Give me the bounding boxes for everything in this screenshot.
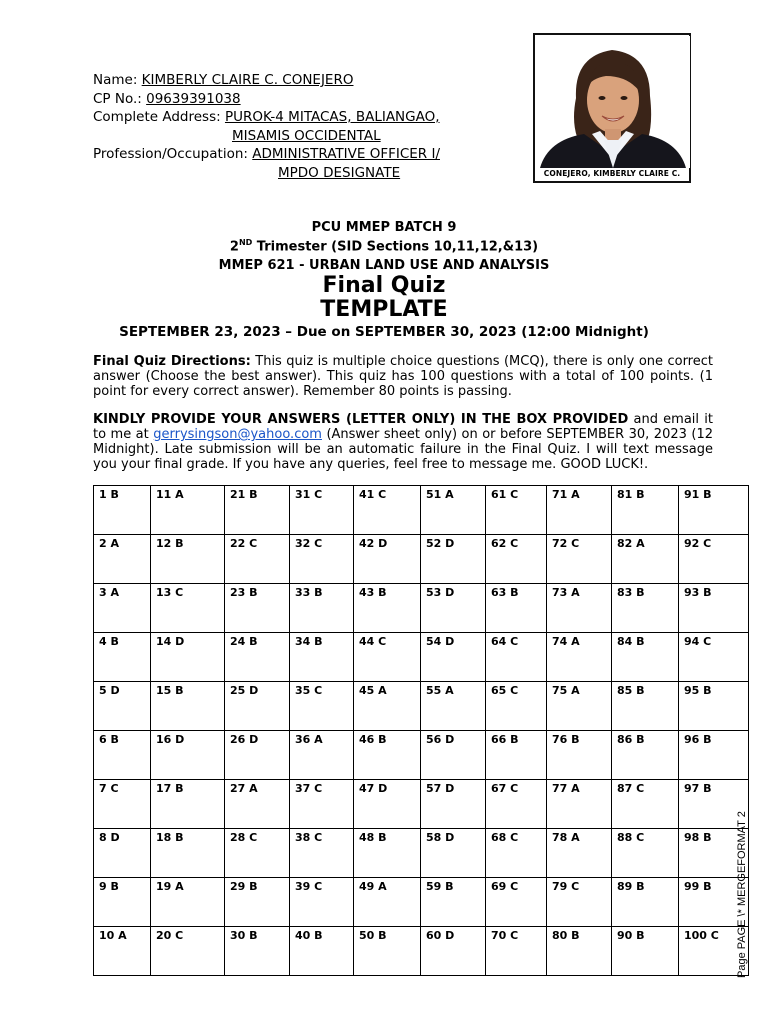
answer-cell[interactable]: 71 A [547, 486, 612, 535]
cp-label: CP No.: [93, 90, 147, 107]
answer-cell[interactable]: 48 B [354, 829, 421, 878]
answer-cell[interactable]: 77 A [547, 780, 612, 829]
address-line2: MISAMIS OCCIDENTAL [232, 127, 381, 144]
answer-cell[interactable]: 21 B [225, 486, 290, 535]
answer-cell[interactable]: 27 A [225, 780, 290, 829]
answer-cell[interactable]: 30 B [225, 927, 290, 976]
directions-text: This quiz is multiple choice questions (MCQ), there is only one correct answer (Choose the best answer). This quiz has 100 questions with a total of 100 points. (1 point for every correct answer). Remember 80 points is passing. [93, 354, 713, 399]
answer-cell[interactable]: 38 C [290, 829, 354, 878]
occupation-row [93, 145, 440, 164]
answer-cell[interactable]: 11 A [151, 486, 225, 535]
answer-cell[interactable]: 22 C [225, 535, 290, 584]
answer-cell[interactable]: 94 C [679, 633, 749, 682]
occupation-label: Profession/Occupation: [93, 146, 253, 162]
answer-cell[interactable]: 13 C [151, 584, 225, 633]
answer-cell[interactable]: 12 B [151, 535, 225, 584]
answer-cell[interactable]: 83 B [612, 584, 679, 633]
answer-cell[interactable]: 52 D [421, 535, 486, 584]
address-row-cont [93, 127, 440, 146]
table-row [94, 486, 749, 535]
answer-cell[interactable]: 65 C [486, 682, 547, 731]
name-value: KIMBERLY CLAIRE C. CONEJERO [141, 72, 354, 88]
answer-cell[interactable]: 57 D [421, 780, 486, 829]
answer-cell[interactable]: 87 C [612, 780, 679, 829]
answer-cell[interactable]: 3 A [94, 584, 151, 633]
answer-cell[interactable]: 78 A [547, 829, 612, 878]
batch-heading: PCU MMEP BATCH 9 [311, 220, 457, 235]
answer-cell[interactable]: 75 A [547, 682, 612, 731]
quiz-subtitle: TEMPLATE [320, 297, 448, 322]
answer-cell[interactable]: 86 B [612, 731, 679, 780]
answer-cell[interactable]: 41 C [354, 486, 421, 535]
answer-cell[interactable]: 39 C [290, 878, 354, 927]
answer-cell[interactable]: 25 D [225, 682, 290, 731]
student-info [93, 71, 440, 182]
answer-cell[interactable]: 5 D [94, 682, 151, 731]
answer-cell[interactable]: 56 D [421, 731, 486, 780]
answer-cell[interactable]: 1 B [94, 486, 151, 535]
answer-cell[interactable]: 34 B [290, 633, 354, 682]
answer-cell[interactable]: 93 B [679, 584, 749, 633]
answer-cell[interactable]: 8 D [94, 829, 151, 878]
answer-cell[interactable]: 50 B [354, 927, 421, 976]
answer-cell[interactable]: 58 D [421, 829, 486, 878]
answer-cell[interactable]: 82 A [612, 535, 679, 584]
instructions-text1: and email it to me at [93, 412, 713, 442]
table-row [94, 780, 749, 829]
trimester-rest: Trimester (SID Sections 10,11,12,&13) [252, 239, 539, 255]
table-row [94, 535, 749, 584]
answer-cell[interactable]: 98 B [679, 829, 749, 878]
table-row [94, 584, 749, 633]
answer-cell[interactable]: 28 C [225, 829, 290, 878]
quiz-dates: SEPTEMBER 23, 2023 – Due on SEPTEMBER 30, 2023 (12:00 Midnight) [119, 324, 649, 340]
answer-cell[interactable]: 18 B [151, 829, 225, 878]
answer-cell[interactable]: 84 B [612, 633, 679, 682]
answer-cell[interactable]: 4 B [94, 633, 151, 682]
answer-cell[interactable]: 37 C [290, 780, 354, 829]
answer-cell[interactable]: 46 B [354, 731, 421, 780]
email-link[interactable]: gerrysingson@yahoo.com [153, 427, 322, 442]
answer-cell[interactable]: 81 B [612, 486, 679, 535]
name-label: Name: [93, 72, 142, 88]
answer-cell[interactable]: 55 A [421, 682, 486, 731]
answer-cell[interactable]: 99 B [679, 878, 749, 927]
answer-cell[interactable]: 42 D [354, 535, 421, 584]
answer-cell[interactable]: 79 C [547, 878, 612, 927]
answer-cell[interactable]: 7 C [94, 780, 151, 829]
trimester-prefix: 2 [229, 239, 239, 255]
answer-cell[interactable]: 45 A [354, 682, 421, 731]
answer-cell[interactable]: 35 C [290, 682, 354, 731]
answer-cell[interactable]: 97 B [679, 780, 749, 829]
answer-cell[interactable]: 10 A [94, 927, 151, 976]
answer-cell[interactable]: 88 C [612, 829, 679, 878]
answer-cell[interactable]: 19 A [151, 878, 225, 927]
directions-label: Final Quiz Directions: [93, 354, 251, 369]
answer-cell[interactable]: 40 B [290, 927, 354, 976]
address-row [93, 108, 440, 127]
answer-cell[interactable]: 23 B [225, 584, 290, 633]
occupation-line2: MPDO DESIGNATE [278, 164, 401, 181]
answer-cell[interactable]: 74 A [547, 633, 612, 682]
occupation-row-cont [93, 164, 440, 183]
answer-cell[interactable]: 61 C [486, 486, 547, 535]
directions-paragraph [93, 354, 713, 399]
answer-cell[interactable]: 76 B [547, 731, 612, 780]
answer-cell[interactable]: 16 D [151, 731, 225, 780]
answer-cell[interactable]: 59 B [421, 878, 486, 927]
address-label: Complete Address: [93, 109, 225, 125]
table-row [94, 878, 749, 927]
answer-cell[interactable]: 47 D [354, 780, 421, 829]
answer-cell[interactable]: 70 C [486, 927, 547, 976]
answer-cell[interactable]: 26 D [225, 731, 290, 780]
course-heading: MMEP 621 - URBAN LAND USE AND ANALYSIS [218, 258, 550, 273]
answer-cell[interactable]: 89 B [612, 878, 679, 927]
answer-cell[interactable]: 32 C [290, 535, 354, 584]
answer-cell[interactable]: 36 A [290, 731, 354, 780]
answer-cell[interactable]: 85 B [612, 682, 679, 731]
answer-cell[interactable]: 63 B [486, 584, 547, 633]
answer-cell[interactable]: 33 B [290, 584, 354, 633]
cp-value: 09639391038 [146, 90, 241, 107]
photo-caption: CONEJERO, KIMBERLY CLAIRE C. [543, 169, 681, 178]
answer-cell[interactable]: 67 C [486, 780, 547, 829]
answer-table [93, 485, 749, 976]
quiz-title: Final Quiz [322, 273, 446, 298]
answer-cell[interactable]: 20 C [151, 927, 225, 976]
answer-cell[interactable]: 44 C [354, 633, 421, 682]
answer-cell[interactable]: 73 A [547, 584, 612, 633]
answer-cell[interactable]: 68 C [486, 829, 547, 878]
table-row [94, 633, 749, 682]
answer-cell[interactable]: 72 C [547, 535, 612, 584]
answer-cell[interactable]: 15 B [151, 682, 225, 731]
cp-row [93, 90, 440, 109]
name-row [93, 71, 440, 90]
page-field-code: Page PAGE \* MERGEFORMAT 2 [736, 811, 748, 978]
answer-cell[interactable]: 66 B [486, 731, 547, 780]
answer-cell[interactable]: 95 B [679, 682, 749, 731]
answer-cell[interactable]: 24 B [225, 633, 290, 682]
answer-cell[interactable]: 51 A [421, 486, 486, 535]
answer-cell[interactable]: 60 D [421, 927, 486, 976]
portrait-image [536, 36, 690, 168]
answer-cell[interactable]: 96 B [679, 731, 749, 780]
answer-cell[interactable]: 14 D [151, 633, 225, 682]
table-row [94, 927, 749, 976]
id-photo [533, 33, 691, 183]
answer-cell[interactable]: 43 B [354, 584, 421, 633]
table-row [94, 731, 749, 780]
answer-cell[interactable]: 9 B [94, 878, 151, 927]
answer-cell[interactable]: 49 A [354, 878, 421, 927]
trimester-superscript: ND [238, 238, 253, 247]
trimester-heading [0, 238, 768, 254]
answer-cell[interactable]: 69 C [486, 878, 547, 927]
table-row [94, 682, 749, 731]
answer-cell[interactable]: 17 B [151, 780, 225, 829]
answer-cell[interactable]: 31 C [290, 486, 354, 535]
answer-cell[interactable]: 54 D [421, 633, 486, 682]
table-row [94, 829, 749, 878]
answer-cell[interactable]: 2 A [94, 535, 151, 584]
answer-cell[interactable]: 6 B [94, 731, 151, 780]
answer-cell[interactable]: 80 B [547, 927, 612, 976]
answer-cell[interactable]: 62 C [486, 535, 547, 584]
instructions-text2: (Answer sheet only) on or before SEPTEMBER 30, 2023 (12 Midnight). Late submission will be an automatic failure in the Final Quiz. I will text message you your final grade. If you have any queries, feel free to message me. GOOD LUCK!. [93, 427, 713, 472]
answer-cell[interactable]: 91 B [679, 486, 749, 535]
answer-cell[interactable]: 92 C [679, 535, 749, 584]
instructions-bold: KINDLY PROVIDE YOUR ANSWERS (LETTER ONLY) IN THE BOX PROVIDED [93, 412, 629, 427]
occupation-line1: ADMINISTRATIVE OFFICER I/ [252, 146, 440, 162]
answer-cell[interactable]: 53 D [421, 584, 486, 633]
answer-cell[interactable]: 29 B [225, 878, 290, 927]
address-line1: PUROK-4 MITACAS, BALIANGAO, [224, 109, 440, 125]
instructions-paragraph [93, 412, 713, 472]
answer-cell[interactable]: 100 C [679, 927, 749, 976]
answer-cell[interactable]: 64 C [486, 633, 547, 682]
answer-cell[interactable]: 90 B [612, 927, 679, 976]
